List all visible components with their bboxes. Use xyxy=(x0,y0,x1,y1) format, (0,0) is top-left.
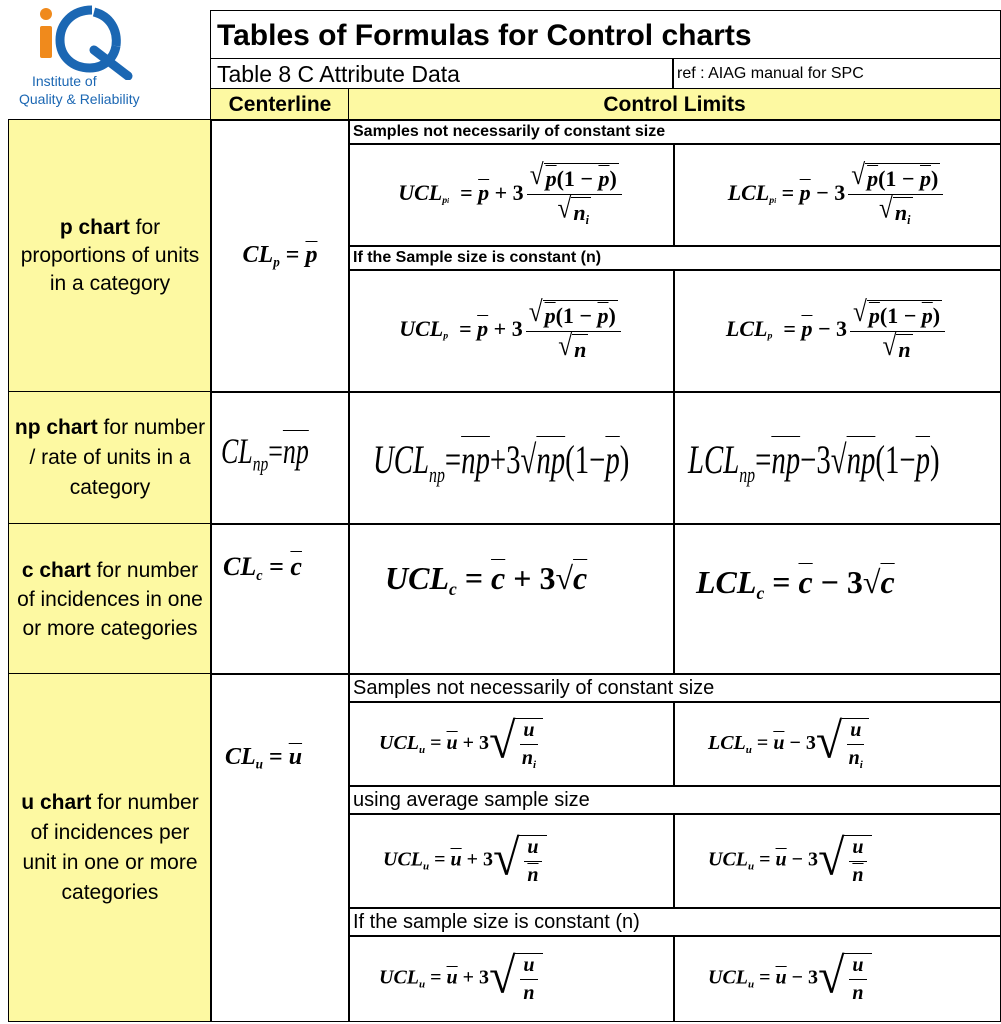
u-chart-ucl-constant: $UCL_u = \overline{u} + 3$ √ $\frac{u}{n}$ xyxy=(348,935,675,1022)
u-chart-ucl-average: $UCL_u = \overline{u} + 3$ √ $\frac{u}{n}$ xyxy=(348,813,675,909)
np-chart-ucl: $UCL_{np}=\overline{np}+3√np(1-\overline{p})$ xyxy=(348,391,675,525)
c-chart-name: c chart xyxy=(21,558,91,582)
logo-line-1: Institute of xyxy=(32,73,97,89)
p-chart-label-cell xyxy=(8,119,212,393)
u-chart-label-cell xyxy=(8,673,212,1022)
c-chart-centerline: $CL_c = \overline{c}$ xyxy=(210,523,350,675)
title-cell xyxy=(210,10,1001,60)
u-chart-description: for number of incidences per unit in one or more categories xyxy=(22,790,199,904)
c-chart-lcl: $LCL_c = \overline{c} - 3√c$ xyxy=(673,523,1001,675)
reference-text: ref : AIAG manual for SPC xyxy=(677,65,864,82)
p-chart-lcl-constant: LCLp = $\overline{p} - 3$ √ $p(1 - \overline{p})$ √ n xyxy=(673,269,1001,393)
table-name: Table 8 C Attribute Data xyxy=(217,61,460,87)
u-chart-name: u chart xyxy=(21,790,92,814)
c-chart-description: for number of incidences in one or more categories xyxy=(17,558,203,640)
p-chart-subheading-2: If the Sample size is constant (n) xyxy=(348,245,1001,271)
u-chart-subheading-2: using average sample size xyxy=(348,785,1001,815)
c-chart-label-cell xyxy=(8,523,212,675)
iqr-logo-icon xyxy=(32,2,152,80)
page-title: Tables of Formulas for Control charts xyxy=(217,19,752,52)
u-chart-subheading-1: Samples not necessarily of constant size xyxy=(348,673,1001,703)
u-chart-lcl-variable: $LCL_u = \overline{u} - 3$ √ $\frac{u}{n_i}$ xyxy=(673,701,1001,787)
p-chart-description: for proportions of units in a category xyxy=(20,216,200,295)
u-chart-lcl-constant: $UCL_u = \overline{u} - 3$ √ $\frac{u}{n}$ xyxy=(673,935,1001,1022)
p-chart-ucl-variable: UCLpi = $\overline{p} + 3$ √ $p(1 - \overline{p})$ √ $n_i$ xyxy=(348,143,675,247)
u-chart-centerline: $CL_u = \overline{u}$ xyxy=(210,673,350,1022)
u-chart-ucl-variable: $UCL_u = \overline{u} + 3$ √ $\frac{u}{n_i}$ xyxy=(348,701,675,787)
u-chart-lcl-average: $UCL_u = \overline{u} - 3$ √ $\frac{u}{n}$ xyxy=(673,813,1001,909)
np-chart-description: for number / rate of units in a category xyxy=(29,416,206,499)
p-chart-ucl-constant: UCLp = $\overline{p} + 3$ √ $p(1 - \overline{p})$ √ n xyxy=(348,269,675,393)
p-chart-name: p chart xyxy=(59,216,130,239)
logo-line-2: Quality & Reliability xyxy=(19,91,140,107)
np-chart-lcl: $LCL_{np}=\overline{np}-3√np(1-\overline{p})$ xyxy=(673,391,1001,525)
p-chart-lcl-variable: LCLpi = $\overline{p} - 3$ √ $p(1 - \overline{p})$ √ $n_i$ xyxy=(673,143,1001,247)
reference-cell xyxy=(672,58,1001,90)
control-limits-header: Control Limits xyxy=(348,88,1001,121)
p-chart-centerline: $CL_p = \overline{p}$ xyxy=(210,119,350,393)
p-chart-subheading-1: Samples not necessarily of constant size xyxy=(348,119,1001,145)
logo xyxy=(0,0,210,115)
np-chart-centerline: $CL_{np}=\overline{np}$ xyxy=(210,391,350,525)
c-chart-ucl: $UCL_c = \overline{c} + 3√c$ xyxy=(348,523,675,675)
u-chart-subheading-3: If the sample size is constant (n) xyxy=(348,907,1001,937)
table-name-cell xyxy=(210,58,674,90)
centerline-header: Centerline xyxy=(210,88,350,121)
np-chart-name: np chart xyxy=(14,416,98,439)
np-chart-label-cell xyxy=(8,391,212,525)
